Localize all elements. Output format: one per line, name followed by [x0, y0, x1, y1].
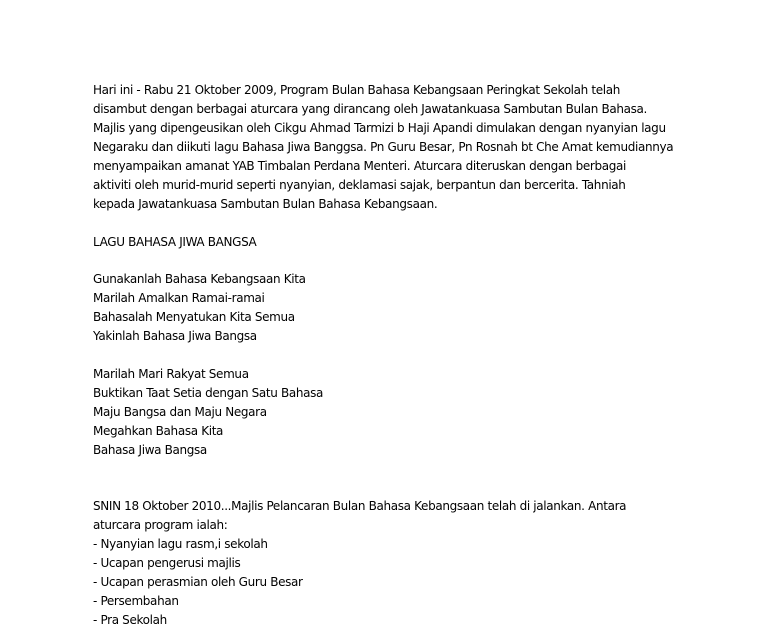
spacer — [93, 346, 733, 365]
intro-line: menyampaikan amanat YAB Timbalan Perdana Menteri. Aturcara diteruskan dengan berbagai — [93, 159, 627, 173]
verse-line: Buktikan Taat Setia dengan Satu Bahasa — [93, 386, 324, 400]
list-item: - Ucapan perasmian oleh Guru Besar — [93, 575, 303, 589]
intro-line: aktiviti oleh murid-murid seperti nyanyian, deklamasi sajak, berpantun dan bercerita. Tahniah — [93, 178, 626, 192]
intro-line: kepada Jawatankuasa Sambutan Bulan Bahasa Kebangsaan. — [93, 197, 438, 211]
second-line: SNIN 18 Oktober 2010...Majlis Pelancaran Bulan Bahasa Kebangsaan telah di jalankan. Antara — [93, 499, 627, 513]
list-item: - Persembahan — [93, 594, 179, 608]
spacer — [93, 460, 733, 497]
second-line: aturcara program ialah: — [93, 518, 228, 532]
intro-line: Hari ini - Rabu 21 Oktober 2009, Program Bulan Bahasa Kebangsaan Peringkat Sekolah telah — [93, 83, 621, 97]
song-title: LAGU BAHASA JIWA BANGSA — [93, 235, 257, 249]
song-verse-2 — [93, 365, 733, 460]
verse-line: Megahkan Bahasa Kita — [93, 424, 224, 438]
list-item: - Pra Sekolah — [93, 613, 167, 627]
intro-line: disambut dengan berbagai aturcara yang dirancang oleh Jawatankuasa Sambutan Bulan Bahasa. — [93, 102, 648, 116]
verse-line: Gunakanlah Bahasa Kebangsaan Kita — [93, 272, 306, 286]
song-verse-1 — [93, 270, 733, 346]
verse-line: Marilah Mari Rakyat Semua — [93, 367, 249, 381]
list-item: - Nyanyian lagu rasm,i sekolah — [93, 537, 268, 551]
document-page — [93, 81, 733, 630]
verse-line: Bahasa Jiwa Bangsa — [93, 443, 207, 457]
intro-line: Negaraku dan diikuti lagu Bahasa Jiwa Banggsa. Pn Guru Besar, Pn Rosnah bt Che Amat kemudiannya — [93, 140, 674, 154]
second-paragraph — [93, 497, 733, 535]
verse-line: Yakinlah Bahasa Jiwa Bangsa — [93, 329, 257, 343]
spacer — [93, 252, 733, 270]
list-item: - Ucapan pengerusi majlis — [93, 556, 241, 570]
verse-line: Bahasalah Menyatukan Kita Semua — [93, 310, 295, 324]
program-list — [93, 535, 733, 630]
verse-line: Marilah Amalkan Ramai-ramai — [93, 291, 265, 305]
intro-paragraph — [93, 81, 733, 214]
verse-line: Maju Bangsa dan Maju Negara — [93, 405, 267, 419]
spacer — [93, 214, 733, 233]
intro-line: Majlis yang dipengeusikan oleh Cikgu Ahmad Tarmizi b Haji Apandi dimulakan dengan nyanyian lagu — [93, 121, 666, 135]
